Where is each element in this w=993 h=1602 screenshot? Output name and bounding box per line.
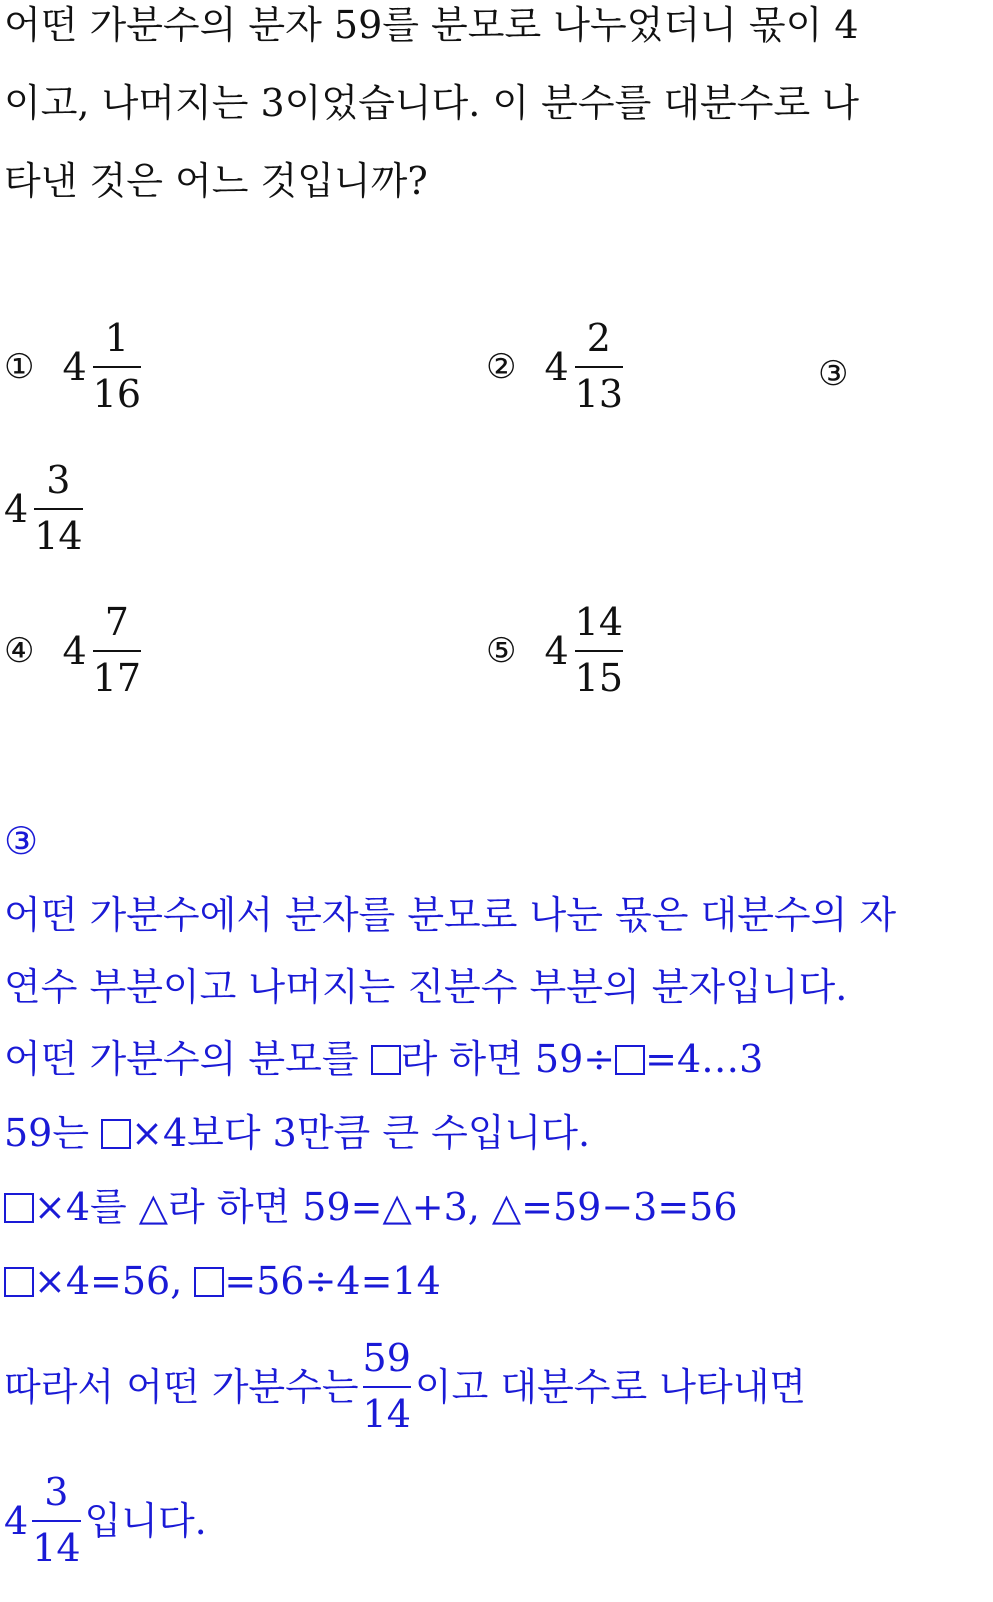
option-3[interactable] [818,354,876,394]
option-marker: ② [486,346,517,387]
fraction-denominator: 15 [574,655,624,700]
option-5[interactable] [486,600,627,701]
fraction-numerator: 3 [46,458,71,502]
option-whole: 4 [62,628,87,673]
square-box-icon [101,1119,131,1149]
solution-text: ×4보다 3만큼 큰 수입니다. [131,1111,591,1155]
fraction-denominator: 14 [34,513,83,558]
option-2[interactable] [486,316,627,417]
solution-line-3 [4,1037,764,1081]
solution-line-5 [4,1185,738,1229]
option-3-value[interactable] [4,458,87,559]
question-line-1: 어떤 가분수의 분자 59를 분모로 나누었더니 몫이 4 [4,3,859,47]
solution-text: 59는 [4,1111,102,1155]
fraction-bar [575,650,623,652]
fraction-denominator: 14 [362,1391,411,1436]
solution-line-2: 연수 부분이고 나머지는 진분수 부분의 분자입니다. [4,965,848,1009]
fraction-bar [363,1386,411,1388]
question-line-2: 이고, 나머지는 3이었습니다. 이 분수를 대분수로 나 [4,81,859,125]
fraction-bar [93,366,141,368]
option-whole: 4 [4,486,29,531]
solution-answer: ③ [4,819,39,863]
square-box-icon [371,1045,401,1075]
mixed-fraction [28,1470,84,1571]
solution-text: ×4=56, [34,1259,195,1303]
option-fraction [89,600,145,701]
option-fraction [30,458,86,559]
solution-text: 어떤 가분수의 분모를 [4,1037,371,1081]
fraction-denominator: 17 [92,655,142,700]
solution-line-1: 어떤 가분수에서 분자를 분모로 나눈 몫은 대분수의 자 [4,893,897,937]
fraction-numerator: 7 [104,600,129,644]
option-fraction [571,600,627,701]
solution-text: 이고 대분수로 나타내면 [414,1364,807,1409]
mixed-whole: 4 [4,1498,29,1543]
option-marker: ④ [4,630,35,671]
square-box-icon [4,1267,34,1297]
solution-text: =4…3 [645,1037,764,1081]
fraction-denominator: 16 [92,371,142,416]
square-box-icon [4,1193,34,1223]
option-fraction [571,316,627,417]
option-marker: ① [4,346,35,387]
fraction-bar [34,508,82,510]
fraction-numerator: 59 [362,1336,411,1380]
solution-text: 입니다. [84,1498,207,1543]
square-box-icon [615,1045,645,1075]
fraction-denominator: 14 [32,1525,81,1570]
option-marker: ③ [818,354,849,394]
fraction-numerator: 1 [104,316,129,360]
solution-line-6 [4,1259,441,1303]
option-fraction [89,316,145,417]
option-marker: ⑤ [486,630,517,671]
solution-line-8 [4,1470,207,1571]
solution-text: ×4를 △라 하면 59=△+3, △=59−3=56 [34,1185,738,1229]
fraction-bar [93,650,141,652]
option-whole: 4 [544,344,569,389]
square-box-icon [194,1267,224,1297]
option-4[interactable] [4,600,145,701]
fraction-numerator: 14 [574,600,624,644]
solution-line-4 [4,1111,591,1155]
solution-text: 라 하면 59÷ [400,1037,616,1081]
solution-text: 따라서 어떤 가분수는 [4,1364,359,1409]
solution-line-7 [4,1336,806,1437]
fraction-bar [32,1520,80,1522]
improper-fraction [359,1336,415,1437]
option-1[interactable] [4,316,145,417]
option-whole: 4 [544,628,569,673]
solution-text: =56÷4=14 [224,1259,441,1303]
option-whole: 4 [62,344,87,389]
fraction-denominator: 13 [574,371,624,416]
fraction-bar [575,366,623,368]
question-line-3: 타낸 것은 어느 것입니까? [4,159,428,203]
fraction-numerator: 2 [586,316,611,360]
fraction-numerator: 3 [44,1470,69,1514]
